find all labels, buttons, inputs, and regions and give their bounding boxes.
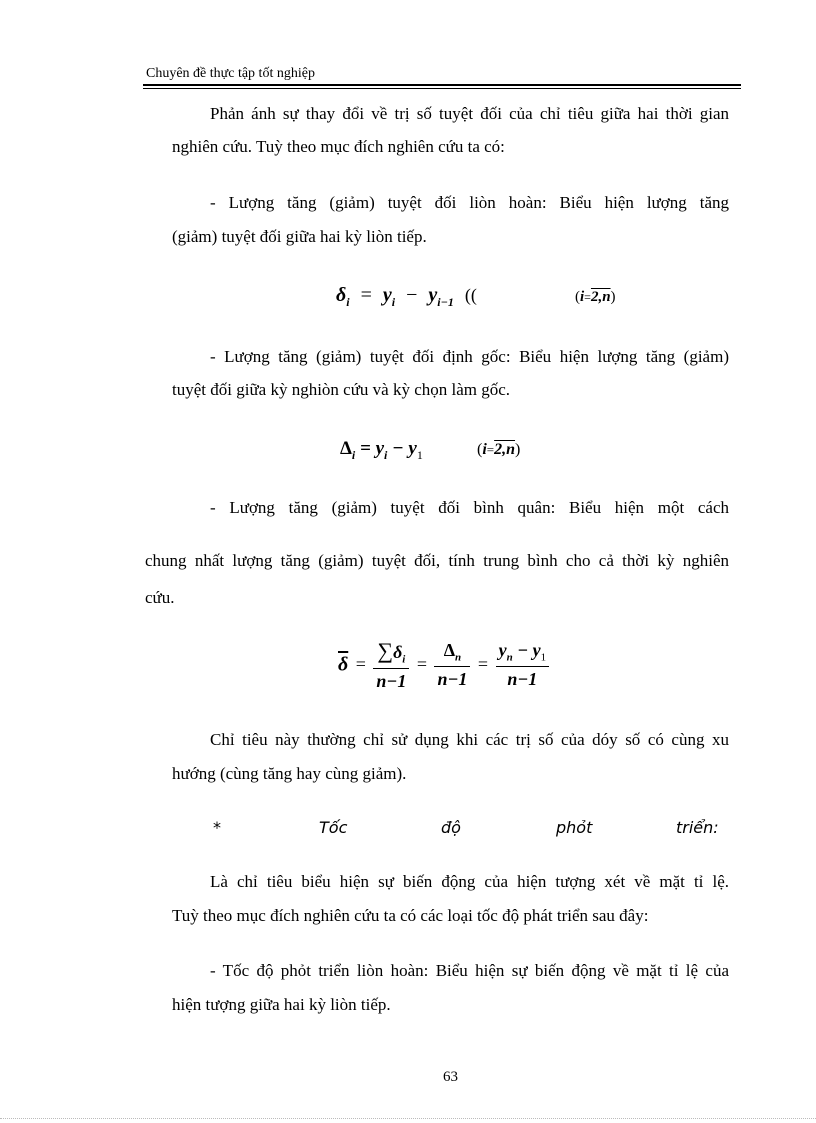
page-bottom-divider xyxy=(0,1118,816,1119)
paragraph-4-line-2: chung nhất lượng tăng (giảm) tuyệt đối, tính trung bình cho cả thời kỳ nghiên xyxy=(145,551,729,570)
paragraph-6-line-1: Là chỉ tiêu biểu hiện sự biến động của hiện tượng xét về mặt tỉ lệ. xyxy=(210,872,729,891)
paragraph-1-line-2: nghiên cứu. Tuỳ theo mục đích nghiên cứu ta có: xyxy=(172,137,505,156)
heading-bullet: * xyxy=(213,818,221,837)
formula-2-condition: (i=2,n) xyxy=(477,441,521,458)
heading-word-1: Tốc xyxy=(319,818,348,837)
paragraph-3-line-2: tuyệt đối giữa kỳ nghiòn cứu và kỳ chọn làm gốc. xyxy=(172,380,511,399)
header-rule-thick xyxy=(143,84,741,86)
paragraph-4-line-3: cứu. xyxy=(145,588,175,607)
header-rule-thin xyxy=(143,88,741,89)
formula-chain-absolute-change: $\delta_i = y_i - y_{i-1}$ (( xyxy=(336,284,477,309)
paragraph-7-line-1: - Tốc độ phỏt triển liòn hoàn: Biểu hiện sự biến động về mặt tỉ lệ của xyxy=(210,961,729,980)
page-header: Chuyên đề thực tập tốt nghiệp xyxy=(146,66,315,81)
heading-word-3: phỏt xyxy=(556,818,593,837)
fraction-3: $\frac{y_n - y_1}{n-1}$ xyxy=(496,640,550,690)
paragraph-5-line-2: hướng (cùng tăng hay cùng giảm). xyxy=(172,764,407,783)
paragraph-5-line-1: Chỉ tiêu này thường chỉ sử dụng khi các trị số của dóy số có cùng xu xyxy=(210,730,729,749)
formula-1-condition: (i=2,n) xyxy=(575,289,616,305)
heading-word-2: độ xyxy=(441,818,461,837)
fraction-1: $\frac{\sum\delta_i}{n-1}$ xyxy=(373,638,409,692)
heading-word-4: triển: xyxy=(676,818,719,837)
paragraph-4-line-1: - Lượng tăng (giảm) tuyệt đối bình quân: Biểu hiện một cách xyxy=(210,498,729,517)
formula-base-absolute-change: $\Delta_i = y_i - y_1$ xyxy=(340,438,423,462)
paragraph-2-line-1: - Lượng tăng (giảm) tuyệt đối liòn hoàn: Biểu hiện lượng tăng xyxy=(210,193,729,212)
paragraph-6-line-2: Tuỳ theo mục đích nghiên cứu ta có các loại tốc độ phát triển sau đây: xyxy=(172,906,649,925)
paragraph-3-line-1: - Lượng tăng (giảm) tuyệt đối định gốc: Biểu hiện lượng tăng (giảm) xyxy=(210,347,729,366)
paragraph-7-line-2: hiện tượng giữa hai kỳ liòn tiếp. xyxy=(172,995,391,1014)
fraction-2: $\frac{\Delta_n}{n-1}$ xyxy=(434,640,470,690)
paragraph-2-line-2: (giảm) tuyệt đối giữa hai kỳ liòn tiếp. xyxy=(172,227,427,246)
formula-average-absolute-change: $\overline{\delta}$ = $\frac{\sum\delta_i}{n-1}$ = $\frac{\Delta_n}{n-1}$ = $\frac{y_n - y_1}{n-1}$ xyxy=(338,638,549,692)
page-number: 63 xyxy=(443,1069,458,1085)
paragraph-1-line-1: Phản ánh sự thay đổi về trị số tuyệt đối của chỉ tiêu giữa hai thời gian xyxy=(210,104,729,123)
